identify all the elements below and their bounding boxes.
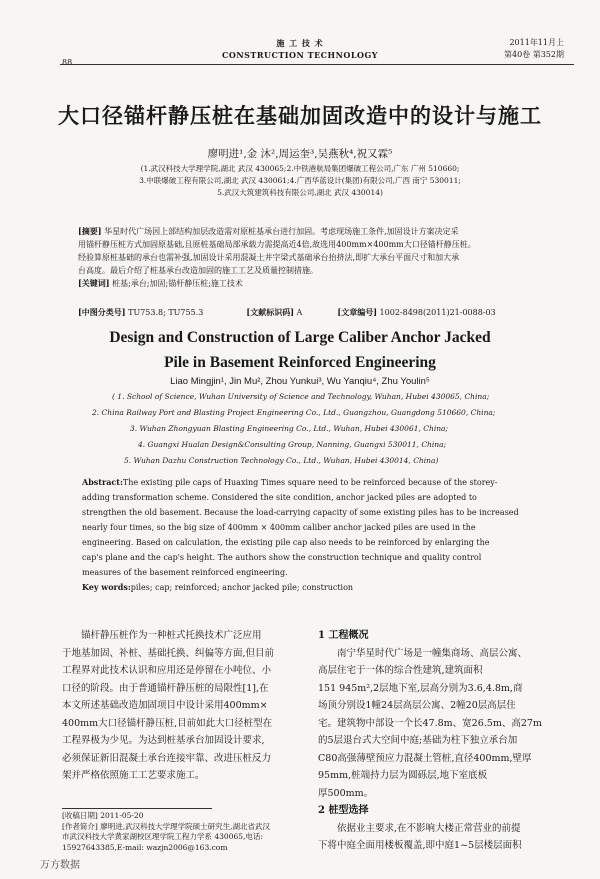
intro-line: 本文所述基础改造加固项目中设计采用400mm×: [62, 700, 268, 711]
authors-en: Liao Mingjin¹, Jin Mu², Zhou Yunkui³, Wu Yanqiu⁴, Zhu Youlin⁵: [170, 376, 430, 387]
abstract-en-line: strengthen the old basement. Because the load-carrying capacity of some existing piles has to be increased: [82, 508, 519, 517]
issue-date: 2011年11月上: [509, 38, 564, 47]
article-no-label: [文章编号]: [337, 307, 377, 317]
intro-line: 口径的阶段。由于普通锚杆静压桩的局限性[1],在: [62, 682, 269, 694]
classification-row: [78, 306, 562, 319]
intro-paragraph: [62, 627, 308, 785]
intro-line: 架并严格依照施工工艺要求施工。: [62, 770, 205, 781]
abstract-cn-line: 经验算原桩基础的承台也需补强,加固设计采用混凝土井字梁式基础承台抬挤法,即扩大承台平面尺寸和加大承: [78, 253, 460, 262]
affiliation-en-line: 3. Wuhan Zhongyuan Blasting Engineering Co., Ltd., Wuhan, Hubei 430061, China;: [130, 424, 449, 433]
section-1-line: 南宁华星时代广场是一幢集商场、高层公寓、: [337, 647, 528, 659]
intro-line: 锚杆静压桩作为一种桩式托换技术广泛应用: [81, 630, 262, 641]
keywords-cn: 桩基;承台;加固;锚杆静压桩;施工技术: [112, 279, 243, 288]
article-no-value: 1002-8498(2011)21-0088-03: [379, 308, 496, 317]
section-1-line: 151 945m²,2层地下室,层高分别为3.6,4.8m,商: [318, 682, 523, 694]
intro-line: 工程界对此技术认识和应用还是停留在小吨位、小: [62, 665, 272, 676]
received-date: [收稿日期] 2011-05-20: [62, 811, 144, 820]
intro-line: 400mm大口径锚杆静压桩,目前如此大口径桩型在: [62, 717, 273, 729]
intro-line: 工程界极为少见。为达到桩基承台加固设计要求,: [62, 735, 265, 746]
section-1-line: 95mm,桩端持力层为圆砾层,地下室底板: [318, 770, 488, 781]
abstract-en-label: Abstract:: [82, 477, 123, 487]
affiliation-cn-line: 5.武汉大筑建筑科技有限公司,湖北 武汉 430014): [217, 188, 383, 197]
affiliation-cn-line: 3.中联爆破工程有限公司,湖北 武汉 430061;4.广西华蓝设计(集团)有限公司,广西 南宁 530011;: [139, 176, 461, 185]
section-1-line: 高层住宅于一体的综合性建筑,建筑面积: [318, 665, 483, 676]
clc-label: [中图分类号]: [78, 307, 126, 317]
affiliation-cn-line: (1.武汉科技大学理学院,湖北 武汉 430065;2.中铁港航局集团爆破工程公司,广东 广州 510660;: [140, 164, 460, 173]
authors-cn: 廖明进¹,金 沐²,周运奎³,吴燕秋⁴,祝又霖⁵: [207, 148, 393, 160]
keywords-cn-label: [关键词]: [78, 278, 110, 288]
section-2-body: [318, 820, 572, 855]
abstract-en-line: engineering. Based on calculation, the existing pile cap also needs to be reinforced by enlarging the: [82, 538, 490, 547]
abstract-en-line: nearly four times, so the big size of 400mm × 400mm caliber anchor jacked piles are used in the: [82, 523, 476, 532]
abstract-cn: [78, 225, 562, 290]
page-number: 88: [62, 58, 73, 67]
page-title-en: [40, 325, 560, 375]
section-heading: 1 工程概况: [318, 630, 369, 641]
abstract-cn-line: 用锚杆静压桩方式加固原基础,且原桩基础局部承载力需提高近4倍,故选用400mm×400mm大口径锚杆静压桩。: [78, 240, 476, 249]
watermark-text: 万方数据: [40, 860, 80, 871]
title-en-line: Pile in Basement Reinforced Engineering: [164, 354, 436, 371]
section-2-line: 依据业主要求,在不影响大楼正常营业的前提: [337, 822, 521, 834]
section-1-line: 宅。建筑物中部设一个长47.8m、宽26.5m、高27m: [318, 717, 542, 729]
keywords-en-label: Key words:: [82, 582, 131, 592]
header-rule: [60, 64, 574, 65]
footnote: [62, 811, 312, 853]
abstract-cn-label: [摘要]: [78, 226, 102, 236]
author-bio-line: [作者简介] 廖明进,武汉科技大学理学院硕士研究生,湖北省武汉: [62, 821, 271, 831]
right-column: [318, 627, 572, 855]
section-heading: 2 桩型选择: [318, 805, 369, 816]
keywords-en: piles; cap; reinforced; anchor jacked pile; construction: [130, 583, 354, 592]
abstract-en-line: cap's plane and the cap's height. The authors show the construction technique and quality control: [82, 553, 482, 562]
affiliation-en-line: 2. China Railway Port and Blasting Project Engineering Co., Ltd., Guangzhou, Guangdong 510660, China;: [92, 408, 496, 417]
abstract-en-line: measures of the basement reinforced engineering.: [82, 568, 288, 577]
footnote-rule: [62, 808, 212, 809]
clc-value: TU753.8; TU755.3: [128, 308, 204, 317]
section-1-line: 场顶分别设1幢24层高层公寓、2幢20层高层住: [318, 700, 516, 711]
affiliation-en-line: ( 1. School of Science, Wuhan University of Science and Technology, Wuhan, Hubei 430065, China;: [112, 392, 490, 401]
section-1-line: 厚500mm。: [318, 787, 374, 799]
doc-code-value: A: [296, 308, 303, 317]
affiliation-en-line: 5. Wuhan Dazhu Construction Technology Co., Ltd., Wuhan, Hubei 430014, China): [124, 456, 439, 465]
section-1-line: C80高强薄壁预应力混凝土管桩,直径400mm,壁厚: [318, 752, 532, 764]
affiliation-en-line: 4. Guangxi Hualan Design&Consulting Group, Nanning, Guangxi 530011, China;: [138, 440, 447, 449]
abstract-cn-line: 华星时代广场因上部结构加层改造需对原桩基承台进行加固。考虑现场施工条件,加固设计方案决定采: [104, 227, 459, 236]
journal-name-cn: 施 工 技 术: [276, 38, 324, 48]
section-2-line: 下将中庭全面用楼板覆盖,即中庭1~5层楼层面积: [318, 840, 522, 851]
abstract-en: [82, 475, 564, 595]
section-1-body: [318, 645, 572, 803]
abstract-cn-line: 台高度。最后介绍了桩基承台改造加固的施工工艺及质量控制措施。: [78, 266, 318, 275]
page-title-cn: 大口径锚杆静压桩在基础加固改造中的设计与施工: [58, 103, 542, 128]
abstract-en-line: adding transformation scheme. Considered the site condition, anchor jacked piles are adopted to: [82, 493, 477, 502]
title-en-line: Design and Construction of Large Caliber Anchor Jacked: [109, 329, 491, 346]
abstract-en-line: The existing pile caps of Huaxing Times square need to be reinforced because of the storey-: [122, 478, 498, 487]
intro-line: 必须保证新旧混凝土承台连接牢靠、改进压桩反力: [62, 752, 272, 764]
author-bio-line: 市武汉科技大学黄家湖校区理学院工程力学系 430065,电话:: [62, 832, 263, 841]
section-1-line: 的5层退台式大空间中庭;基础为柱下独立承台加: [318, 735, 518, 746]
intro-line: 于地基加固、补桩、基础托换、纠偏等方面,但目前: [62, 647, 275, 659]
doc-code-label: [文献标识码]: [246, 307, 294, 317]
author-bio-line: 15927643385,E-mail: wazjn2006@163.com: [62, 842, 228, 852]
affiliations-cn: [40, 163, 560, 199]
volume-issue: 第40卷 第352期: [504, 50, 564, 59]
journal-name-en: CONSTRUCTION TECHNOLOGY: [221, 50, 379, 60]
